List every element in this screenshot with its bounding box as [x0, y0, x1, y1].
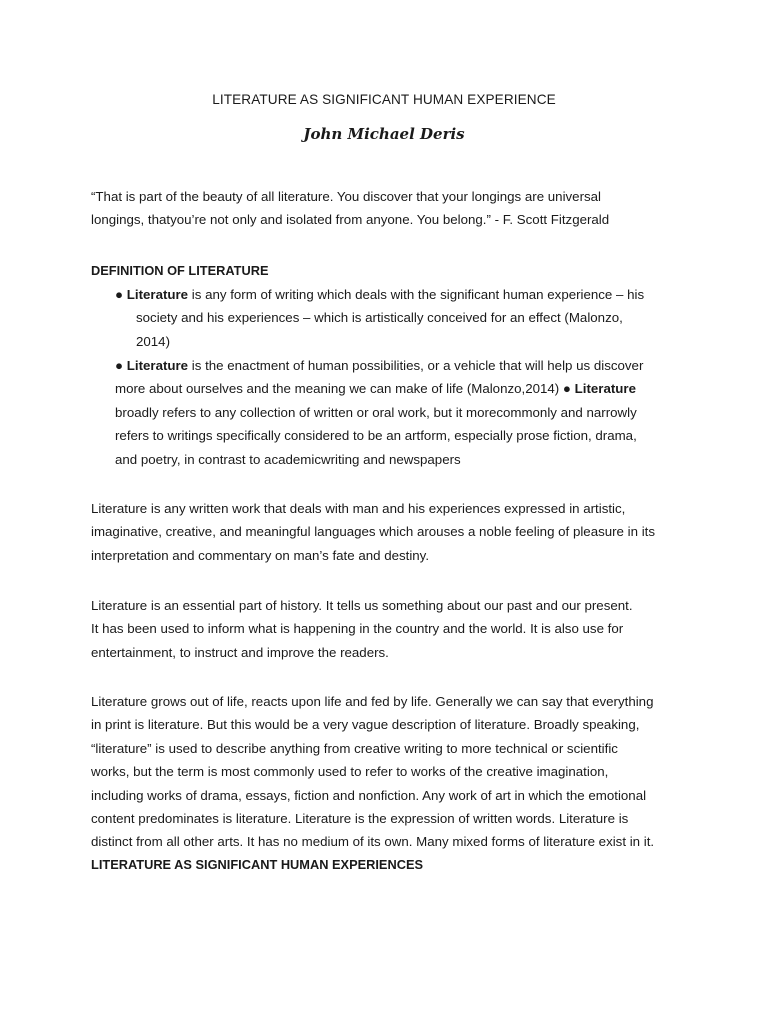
bullet-line: broadly refers to any collection of written or oral work, but it morecommonly and narrowly — [115, 404, 637, 420]
paragraph-line: imaginative, creative, and meaningful languages which arouses a noble feeling of pleasure in its — [91, 524, 655, 540]
paragraph-line: distinct from all other arts. It has no medium of its own. Many mixed forms of literature exist in it. — [91, 834, 655, 850]
paragraph-line: Literature grows out of life, reacts upon life and fed by life. Generally we can say that everything — [91, 694, 654, 709]
bullet-text: more about ourselves and the meaning we can make of life (Malonzo,2014) — [115, 381, 563, 397]
bullet-term: Literature — [126, 358, 189, 373]
paragraph-line: “literature” is used to describe anything from creative writing to more technical or scientific — [91, 740, 618, 756]
author-name: John Michael Deris — [303, 125, 465, 143]
section-heading: LITERATURE AS SIGNIFICANT HUMAN EXPERIENCES — [91, 857, 424, 872]
bullet-continuation: 2014) — [136, 333, 171, 349]
paragraph-line: works, but the term is most commonly used to refer to works of the creative imagination, — [91, 764, 609, 780]
opening-quote — [91, 185, 691, 232]
quote-line: “That is part of the beauty of all literature. You discover that your longings are universal — [91, 189, 602, 204]
bullet-text: is the enactment of human possibilities, or a vehicle that will help us discover — [188, 358, 644, 373]
bullet-line: refers to writings specifically considered to be an artform, especially prose fiction, drama, — [115, 428, 637, 444]
paragraph-3 — [91, 690, 691, 854]
bullet-marker: ● — [562, 381, 571, 397]
paragraph-line: including works of drama, essays, fiction and nonfiction. Any work of art in which the emotional — [91, 787, 647, 803]
paragraph-line: Literature is any written work that deals with man and his experiences expressed in artistic, — [91, 501, 626, 516]
bullet-line: and poetry, in contrast to academicwriting and newspapers — [115, 451, 461, 467]
paragraph-line: It has been used to inform what is happening in the country and the world. It is also use for — [91, 621, 624, 637]
document-title: LITERATURE AS SIGNIFICANT HUMAN EXPERIENCE — [212, 92, 556, 107]
paragraph-line: content predominates is literature. Literature is the expression of written words. Literature is — [91, 811, 629, 827]
paragraph-line: interpretation and commentary on man’s fate and destiny. — [91, 547, 430, 563]
bullet-marker: ● — [115, 287, 124, 302]
quote-line: longings, thatyou’re not only and isolated from anyone. You belong.” - F. Scott Fitzgerald — [91, 212, 610, 228]
definition-bullet-2 — [115, 354, 675, 471]
paragraph-line: Literature is an essential part of history. It tells us something about our past and our present. — [91, 598, 633, 613]
paragraph-line: entertainment, to instruct and improve the readers. — [91, 644, 389, 660]
paragraph-line: in print is literature. But this would be a very vague description of literature. Broadly speaking, — [91, 717, 640, 733]
bullet-text: is any form of writing which deals with the significant human experience – his — [188, 287, 645, 302]
paragraph-2 — [91, 594, 691, 664]
bullet-continuation: society and his experiences – which is artistically conceived for an effect (Malonzo, — [136, 310, 623, 326]
bullet-term: Literature — [126, 287, 189, 302]
bullet-marker: ● — [115, 358, 124, 373]
definition-bullet-1 — [115, 283, 675, 353]
definition-heading: DEFINITION OF LITERATURE — [91, 263, 269, 278]
paragraph-1 — [91, 497, 691, 567]
bullet-term: Literature — [574, 381, 637, 397]
